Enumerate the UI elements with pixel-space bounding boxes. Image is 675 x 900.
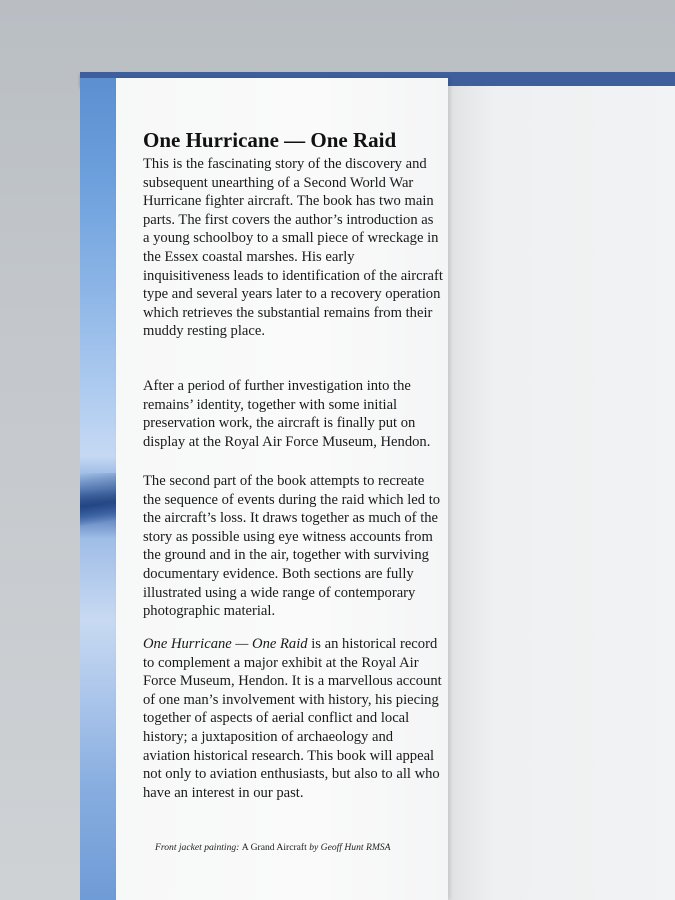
jacket-painting-strip <box>80 78 120 900</box>
flap-title: One Hurricane — One Raid <box>143 128 397 152</box>
credit-artist: Geoff Hunt RMSA <box>320 842 391 853</box>
flap-paragraph-2: After a period of further investigation into the remains’ identity, together with some initial preservation work, the aircraft is finally put on display at the Royal Air Force Museum, Hendon. <box>143 378 431 450</box>
jacket-painting-credit <box>155 842 445 853</box>
credit-by: by <box>306 842 321 853</box>
paragraph-4-text: is an historical record to complement a major exhibit at the Royal Air Force Museum, Hendon. It is a marvellous account of one man’s involvement with history, his piecing together of aspects of aerial conflict and local history; a juxtaposition of archaeology and aviation historical research. This book will appeal not only to aviation enthusiasts, but also to all who have an interest in our past. <box>143 636 442 801</box>
flap-paragraph-1: This is the fascinating story of the discovery and subsequent unearthing of a Second World War Hurricane fighter aircraft. The book has two main parts. The first covers the author’s introduction as a young schoolboy to a small piece of wreckage in the Essex coastal marshes. His early inquisitiveness leads to identification of the aircraft type and several years later to a recovery operation which retrieves the substantial remains from their muddy resting place. <box>143 156 443 340</box>
aircraft-wing-streak <box>80 473 120 543</box>
book-title-italic: One Hurricane — One Raid <box>143 636 308 652</box>
flap-paragraph-3: The second part of the book attempts to recreate the sequence of events during the raid which led to the aircraft’s loss. It draws together as much of the story as possible using eye witness accounts from the ground and in the air, together with surviving documentary evidence. Both sections are fully illustrated using a wide range of contemporary photographic material. <box>143 473 441 620</box>
credit-painting-title: A Grand Aircraft <box>241 842 307 853</box>
credit-prefix: Front jacket painting: <box>155 842 242 853</box>
flap-paragraph-4 <box>143 635 443 802</box>
blank-book-page <box>448 86 675 900</box>
